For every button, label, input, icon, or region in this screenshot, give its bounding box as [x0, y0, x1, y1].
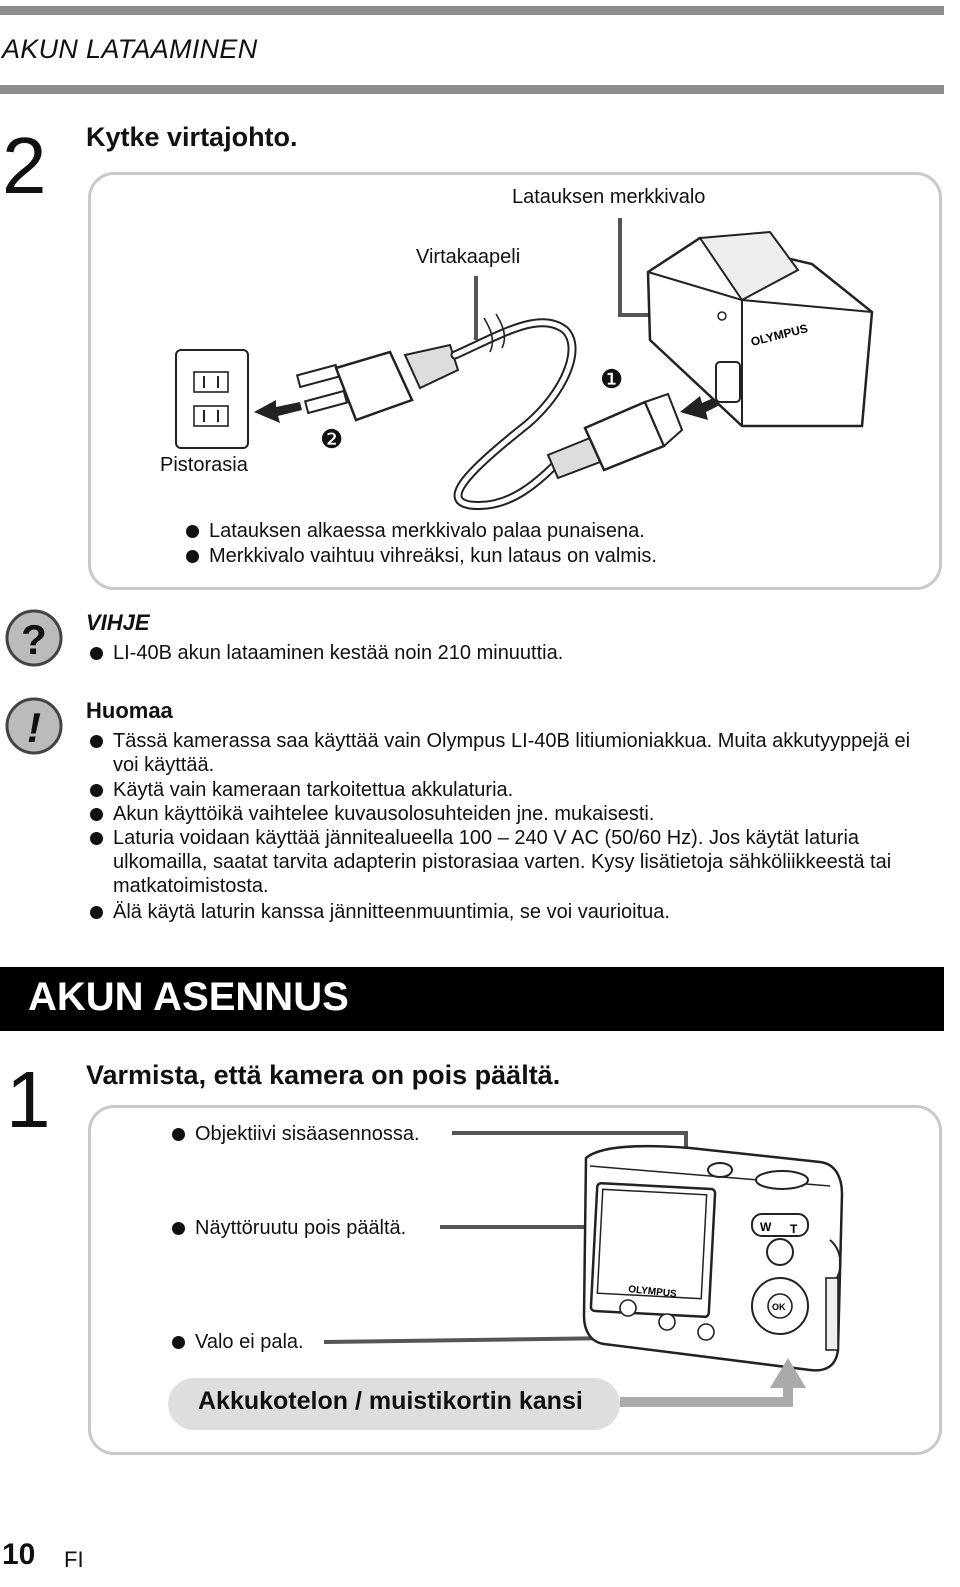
note-bullet-5: Älä käytä laturin kanssa jännitteenmuuntimia, se voi vaurioitua.	[113, 901, 670, 923]
camera-bullet-3: Valo ei pala.	[195, 1331, 304, 1353]
cover-leader	[620, 1384, 788, 1402]
w-button-label: W	[760, 1220, 772, 1234]
cable-connector-drawing	[548, 394, 682, 478]
bullet-dot	[90, 906, 103, 919]
arrow-left-icon	[254, 400, 302, 423]
note-bullet-2: Käytä vain kameraan tarkoitettua akkulaturia.	[113, 779, 514, 801]
indicator-label: Latauksen merkkivalo	[512, 186, 706, 208]
note-title: Huomaa	[86, 698, 173, 723]
step-number: 2	[2, 121, 47, 210]
note-bullet-4: Laturia voidaan käyttää jännitealueella 100 – 240 V AC (50/60 Hz). Jos käytät laturia ulkomailla, saatat tarvita adapterin pistorasiaa varten. Kysy lisätietoja sähköliikkeestä tai matkatoimistosta.	[113, 827, 892, 897]
camera-bullet-1: Objektiivi sisäasennossa.	[195, 1123, 420, 1145]
svg-text:?: ?	[21, 616, 47, 663]
cover-callout	[168, 1378, 620, 1430]
bullet-dot	[90, 647, 103, 660]
bullet-dot	[90, 784, 103, 797]
bullet-dot	[172, 1222, 185, 1235]
note-bullet-3: Akun käyttöikä vaihtelee kuvausolosuhteiden jne. mukaisesti.	[113, 803, 655, 825]
step-title: Kytke virtajohto.	[86, 122, 298, 152]
outlet-drawing	[176, 350, 248, 448]
bullet-dot	[90, 808, 103, 821]
note-bullet-1: Tässä kamerassa saa käyttää vain Olympus LI-40B litiumioniakkua. Muita akkutyyppejä ei voi käyttää.	[113, 730, 911, 776]
camera-brand-label: OLYMPUS	[627, 1284, 678, 1301]
charging-illustration	[0, 0, 960, 600]
bullet-dot	[186, 525, 199, 538]
bullet-dot	[172, 1336, 185, 1349]
bullet-dot	[90, 832, 103, 845]
bullet-dot	[186, 550, 199, 563]
power-cord	[455, 323, 572, 506]
camera-bullet-2: Näyttöruutu pois päältä.	[195, 1217, 407, 1239]
hint-title: VIHJE	[86, 610, 150, 635]
ok-button-label: OK	[772, 1302, 786, 1312]
cover-callout-label: Akkukotelon / muistikortin kansi	[198, 1387, 583, 1415]
charging-bullet-2: Merkkivalo vaihtuu vihreäksi, kun lataus on valmis.	[209, 545, 657, 567]
step-title: Varmista, että kamera on pois päältä.	[86, 1060, 561, 1090]
svg-text:!: !	[27, 704, 41, 751]
camera-drawing	[584, 1146, 842, 1370]
step-number: 1	[6, 1055, 51, 1144]
section-title: AKUN LATAAMINEN	[2, 34, 258, 64]
charger-brand-label: OLYMPUS	[749, 321, 810, 349]
marker-one: ❶	[600, 364, 624, 394]
charging-bullet-1: Latauksen alkaessa merkkivalo palaa punaisena.	[209, 520, 645, 542]
section-banner-title: AKUN ASENNUS	[28, 975, 349, 1019]
plug-drawing	[297, 345, 458, 420]
outlet-label: Pistorasia	[160, 454, 248, 476]
exclamation-icon	[4, 696, 64, 756]
marker-two: ❷	[320, 424, 344, 454]
language-code: FI	[64, 1547, 84, 1572]
hint-bullet-1: LI-40B akun lataaminen kestää noin 210 minuuttia.	[113, 642, 564, 664]
t-button-label: T	[790, 1222, 798, 1236]
question-icon	[4, 608, 64, 668]
bullet-dot	[90, 735, 103, 748]
cable-label: Virtakaapeli	[416, 246, 521, 268]
charger-drawing	[648, 232, 872, 426]
bullet-dot	[172, 1128, 185, 1141]
page-number: 10	[2, 1538, 36, 1571]
section-banner	[0, 967, 944, 1031]
